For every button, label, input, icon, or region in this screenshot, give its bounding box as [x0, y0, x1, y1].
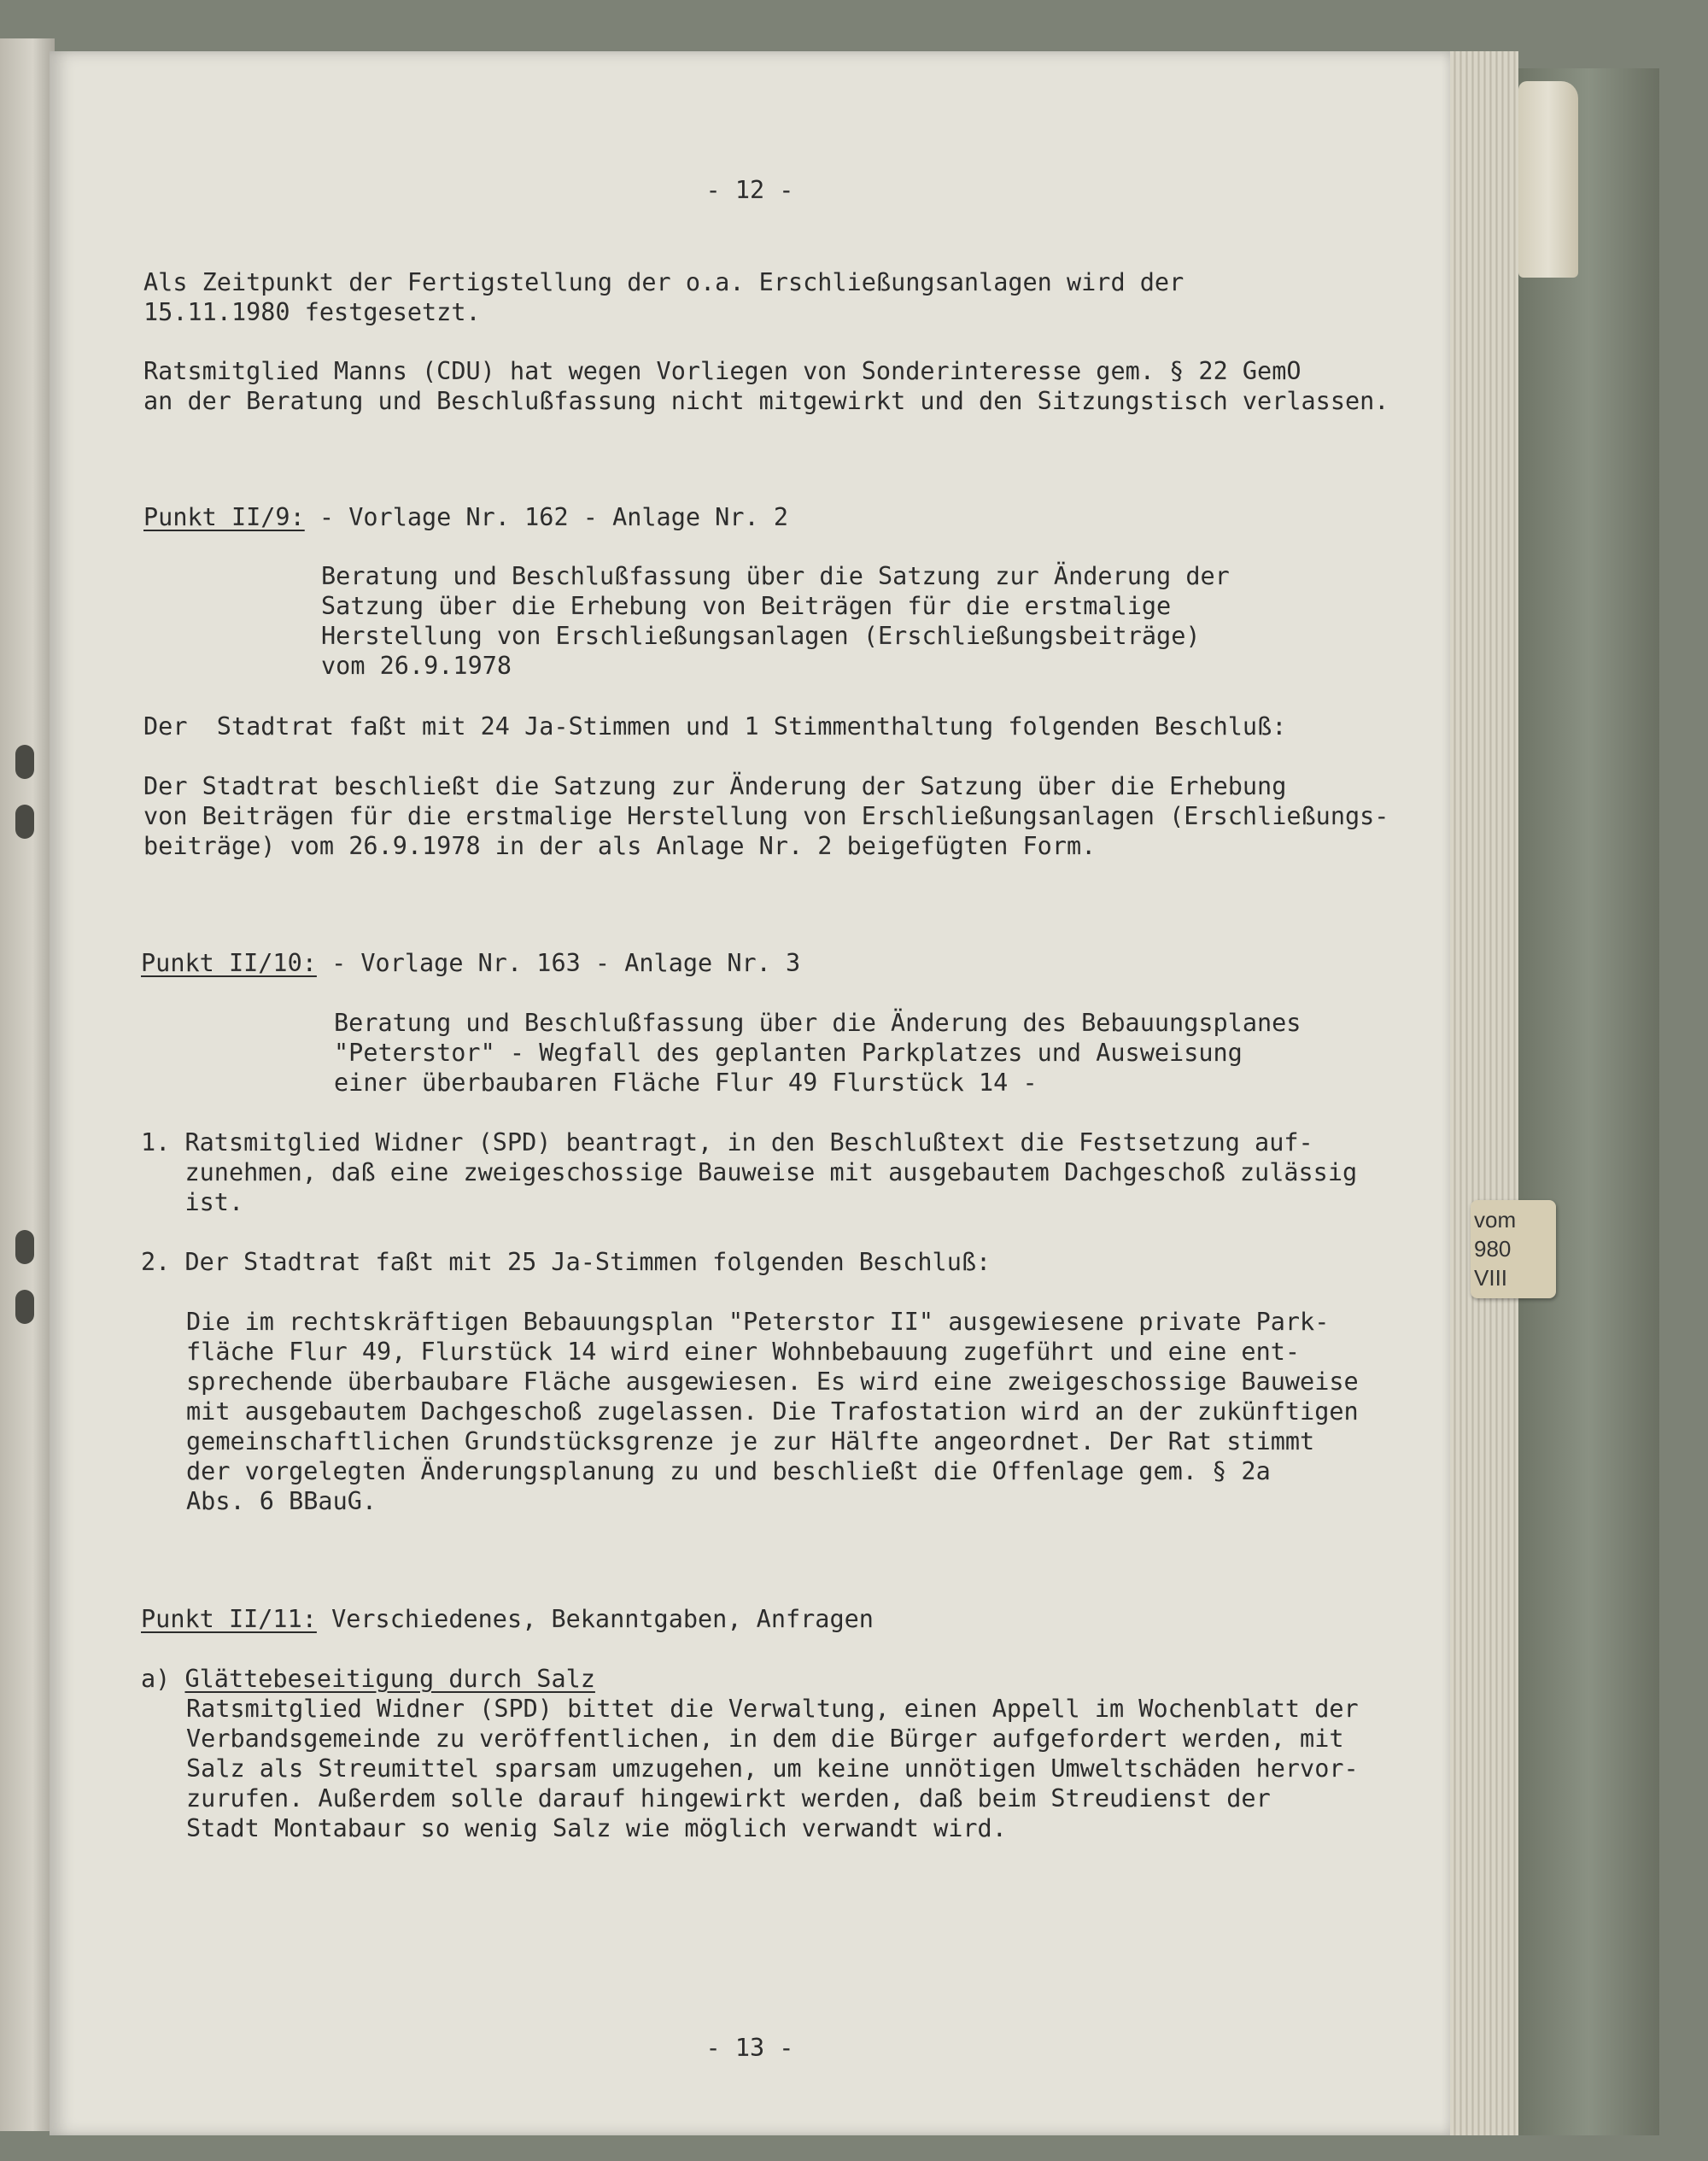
text-line: Salz als Streumittel sparsam umzugehen, um keine unnötigen Umweltschäden hervor- [186, 1754, 1359, 1783]
text-line: einer überbaubaren Fläche Flur 49 Flurstück 14 - [334, 1069, 1038, 1097]
text-line: mit ausgebautem Dachgeschoß zugelassen. Die Trafostation wird an der zukünftigen [186, 1397, 1359, 1426]
text-line: Die im rechtskräftigen Bebauungsplan "Peterstor II" ausgewiesene private Park- [186, 1308, 1330, 1336]
punkt-9-vote: Der Stadtrat faßt mit 24 Ja-Stimmen und 1 Stimmenthaltung folgenden Beschluß: [143, 712, 1287, 741]
punkt-10-item-2: 2. Der Stadtrat faßt mit 25 Ja-Stimmen folgenden Beschluß: [141, 1248, 991, 1276]
typed-text [50, 51, 1450, 2135]
page-number-top: - 12 - [705, 176, 794, 204]
text-line: Abs. 6 BBauG. [186, 1487, 377, 1515]
facing-page-edge [0, 38, 55, 2131]
text-line: vom 26.9.1978 [321, 652, 512, 680]
text-line: ist. [141, 1188, 244, 1216]
text-line: Ratsmitglied Widner (SPD) bittet die Verwaltung, einen Appell im Wochenblatt der [186, 1695, 1359, 1723]
tab-line: VIII [1474, 1265, 1508, 1291]
paper-clip-tab [1518, 81, 1578, 278]
document-page [50, 51, 1450, 2135]
index-tab [1471, 1200, 1556, 1298]
item-title: Glättebeseitigung durch Salz [184, 1665, 595, 1693]
text-line: der vorgelegten Änderungsplanung zu und beschließt die Offenlage gem. § 2a [186, 1457, 1271, 1485]
punkt-heading-text: - Vorlage Nr. 162 - Anlage Nr. 2 [304, 503, 788, 531]
text-line: gemeinschaftlichen Grundstücksgrenze je zur Hälfte angeordnet. Der Rat stimmt [186, 1427, 1315, 1455]
punkt-9-heading [143, 502, 788, 532]
text-line: Herstellung von Erschließungsanlagen (Erschließungsbeiträge) [321, 622, 1201, 650]
tab-line: vom [1474, 1207, 1517, 1233]
item-letter: a) [141, 1665, 185, 1693]
text-line: sprechende überbaubare Fläche ausgewiesen. Es wird eine zweigeschossige Bauweise [186, 1367, 1359, 1396]
punkt-label: Punkt II/9: [143, 503, 305, 531]
text-line: zurufen. Außerdem solle darauf hingewirkt werden, daß beim Streudienst der [186, 1784, 1271, 1813]
text-line: fläche Flur 49, Flurstück 14 wird einer Wohnbebauung zugeführt und eine ent- [186, 1338, 1301, 1366]
binder-hole [15, 1230, 34, 1264]
binder-hole [15, 805, 34, 839]
binder-hole [15, 745, 34, 779]
punkt-label: Punkt II/10: [141, 949, 317, 977]
text-line: Ratsmitglied Manns (CDU) hat wegen Vorliegen von Sonderinteresse gem. § 22 GemO [143, 357, 1301, 385]
punkt-11-heading [141, 1604, 874, 1634]
text-line: "Peterstor" - Wegfall des geplanten Parkplatzes und Ausweisung [334, 1039, 1243, 1067]
text-line: Beratung und Beschlußfassung über die Änderung des Bebauungsplanes [334, 1009, 1301, 1037]
text-line: Stadt Montabaur so wenig Salz wie möglich verwandt wird. [186, 1814, 1007, 1842]
text-line: Verbandsgemeinde zu veröffentlichen, in dem die Bürger aufgefordert werden, mit [186, 1725, 1344, 1753]
punkt-heading-text: Verschiedenes, Bekanntgaben, Anfragen [316, 1605, 874, 1633]
text-line: von Beiträgen für die erstmalige Herstellung von Erschließungsanlagen (Erschließungs- [143, 802, 1389, 830]
binder-hole [15, 1290, 34, 1324]
binder-cover [1518, 68, 1659, 2135]
text-line: Der Stadtrat beschließt die Satzung zur Änderung der Satzung über die Erhebung [143, 772, 1287, 800]
text-line: Beratung und Beschlußfassung über die Satzung zur Änderung der [321, 562, 1230, 590]
text-line: an der Beratung und Beschlußfassung nicht mitgewirkt und den Sitzungstisch verlassen. [143, 387, 1389, 415]
text-line: Satzung über die Erhebung von Beiträgen für die erstmalige [321, 592, 1172, 620]
punkt-10-heading [141, 948, 800, 978]
text-line: 15.11.1980 festgesetzt. [143, 298, 481, 326]
punkt-label: Punkt II/11: [141, 1605, 317, 1633]
punkt-heading-text: - Vorlage Nr. 163 - Anlage Nr. 3 [316, 949, 801, 977]
text-line: Als Zeitpunkt der Fertigstellung der o.a. Erschließungsanlagen wird der [143, 268, 1184, 296]
text-line: 1. Ratsmitglied Widner (SPD) beantragt, in den Beschlußtext die Festsetzung auf- [141, 1128, 1313, 1157]
text-line: beiträge) vom 26.9.1978 in der als Anlage Nr. 2 beigefügten Form. [143, 832, 1097, 860]
tab-line: 980 [1474, 1236, 1512, 1262]
page-number-bottom: - 13 - [705, 2034, 794, 2062]
text-line: zunehmen, daß eine zweigeschossige Bauweise mit ausgebautem Dachgeschoß zulässig [141, 1158, 1358, 1186]
punkt-11-a-heading [141, 1664, 595, 1694]
page-stack-edges [1450, 51, 1518, 2135]
